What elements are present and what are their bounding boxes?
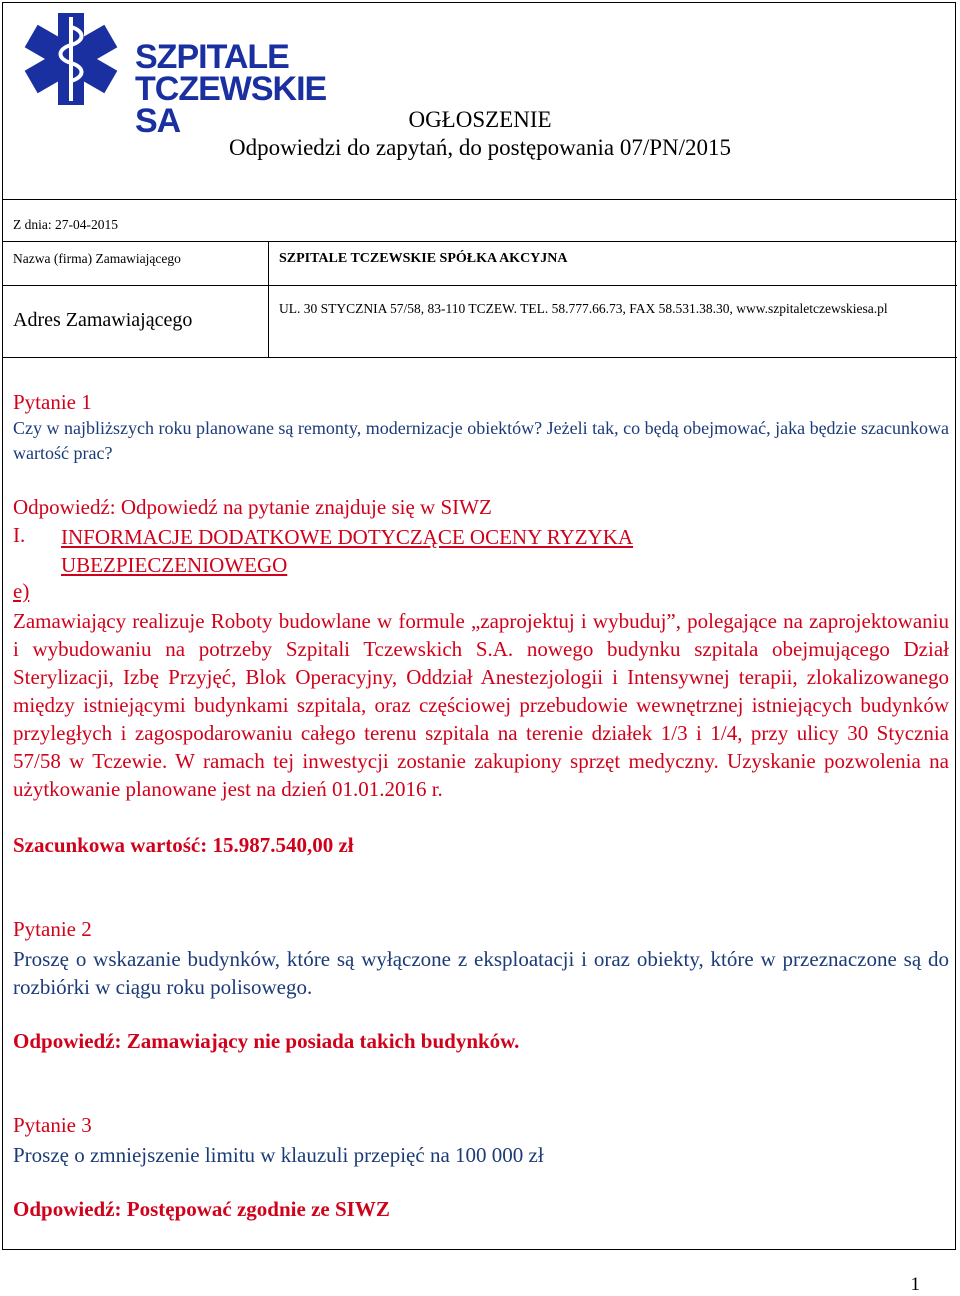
divider	[3, 241, 957, 242]
question-3-title: Pytanie 3	[13, 1113, 92, 1137]
section-title: INFORMACJE DODATKOWE DOTYCZĄCE OCENY RYZYKA UBEZPIECZENIOWEGO	[61, 525, 634, 577]
client-address-value: UL. 30 STYCZNIA 57/58, 83-110 TCZEW. TEL. 58.777.66.73, FAX 58.531.38.30, www.szpitaletczewskiesa.pl	[279, 301, 888, 316]
column-divider	[268, 241, 269, 357]
answer-1: Odpowiedź: Odpowiedź na pytanie znajduje się w SIWZ	[13, 495, 492, 519]
answer-1-point: e)	[13, 579, 30, 603]
answer-1-value: Szacunkowa wartość: 15.987.540,00 zł	[13, 833, 354, 857]
divider	[3, 199, 957, 200]
question-1-text: Czy w najbliższych roku planowane są remonty, modernizacje obiektów? Jeżeli tak, co będą obejmować, jaka będzie szacunkowa wartość prac?	[13, 418, 949, 463]
page-number: 1	[910, 1274, 920, 1295]
star-of-life-icon	[13, 9, 133, 109]
client-name-label: Nazwa (firma) Zamawiającego	[13, 251, 181, 266]
client-name-value: SZPITALE TCZEWSKIE SPÓŁKA AKCYJNA	[279, 251, 568, 266]
answer-1-section: I. INFORMACJE DODATKOWE DOTYCZĄCE OCENY RYZYKA UBEZPIECZENIOWEGO	[13, 523, 949, 579]
hospital-logo	[13, 9, 327, 140]
logo-wordmark: SZPITALE TCZEWSKIE SA	[135, 38, 327, 140]
question-3-text: Proszę o zmniejszenie limitu w klauzuli przepięć na 100 000 zł	[13, 1143, 544, 1167]
question-2-text: Proszę o wskazanie budynków, które są wyłączone z eksploatacji i oraz obiekty, które w przeznaczone są do rozbiórki w ciągu roku polisowego.	[13, 947, 949, 999]
answer-2: Odpowiedź: Zamawiający nie posiada takich budynków.	[13, 1029, 520, 1053]
client-address-label: Adres Zamawiającego	[13, 309, 193, 331]
date-label: Z dnia: 27-04-2015	[13, 217, 118, 232]
question-2-title: Pytanie 2	[13, 917, 92, 941]
divider	[3, 357, 957, 358]
answer-3: Odpowiedź: Postępować zgodnie ze SIWZ	[13, 1197, 390, 1221]
page-title: OGŁOSZENIE	[408, 107, 552, 132]
page-subtitle: Odpowiedzi do zapytań, do postępowania 07/PN/2015	[228, 135, 732, 160]
question-1-title: Pytanie 1	[13, 390, 92, 414]
document-frame	[2, 2, 956, 1250]
answer-1-body: Zamawiający realizuje Roboty budowlane w formule „zaprojektuj i wybuduj”, polegające na zaprojektowaniu i wybudowaniu na potrzeby Szpitali Tczewskich S.A. nowego budynku szpitala obejmującego Dział Sterylizacji, Izbę Przyjęć, Blok Operacyjny, Oddział Anestezjologii i Intensywnej terapii, zlokalizowanego między istniejącymi budynkami szpitala, oraz częściowej przebudowie wewnętrznej istniejących budynków przyległych i zagospodarowaniu całego terenu szpitala na terenie działek 1/3 i 1/4, przy ulicy 30 Stycznia 57/58 w Tczewie. W ramach tej inwestycji zostanie zakupiony sprzęt medyczny. Uzyskanie pozwolenia na użytkowanie planowane jest na dzień 01.01.2016 r.	[13, 609, 949, 801]
divider	[3, 285, 957, 286]
